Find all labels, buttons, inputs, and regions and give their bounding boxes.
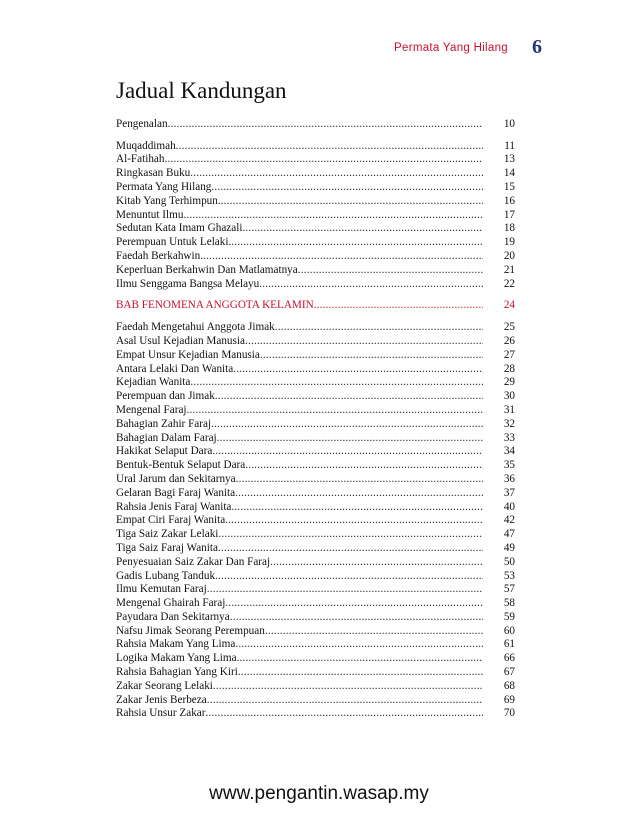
toc-entry-page: 10 (503, 117, 515, 130)
toc-entry-page: 57 (503, 583, 515, 596)
running-header (394, 34, 542, 57)
toc-entry[interactable] (116, 569, 515, 583)
toc-entry-title: Ural Jarum dan Sekitarnya (116, 472, 236, 485)
toc-entry[interactable] (116, 277, 515, 291)
toc-entry-title: Ringkasan Buku (116, 167, 191, 180)
dot-leader (237, 652, 483, 665)
page-title: Jadual Kandungan (116, 78, 287, 103)
toc-entry[interactable] (116, 583, 515, 597)
dot-leader (212, 445, 483, 458)
toc-entry-page: 69 (503, 693, 515, 706)
toc-entry-title: Menuntut Ilmu (116, 208, 184, 221)
toc-entry[interactable] (116, 180, 515, 194)
book-title: Permata Yang Hilang (394, 42, 508, 54)
toc-entry-page: 11 (504, 139, 515, 152)
toc-entry-page: 32 (503, 417, 515, 430)
toc-entry[interactable] (116, 417, 515, 431)
toc-entry-page: 31 (503, 403, 515, 416)
toc-entry-page: 53 (503, 569, 515, 582)
toc-entry-title: Empat Ciri Faraj Wanita (116, 514, 226, 527)
toc-entry-title: Bahagian Dalam Faraj (116, 431, 217, 444)
toc-entry-page: 27 (503, 348, 515, 361)
toc-entry-title: Kejadian Wanita (116, 376, 191, 389)
table-of-contents (116, 117, 515, 720)
toc-entry[interactable] (116, 348, 515, 362)
toc-entry-page: 50 (503, 555, 515, 568)
toc-entry-title: Mengenal Faraj (116, 403, 187, 416)
dot-leader (275, 321, 483, 334)
toc-entry-title: Muqaddimah (116, 139, 176, 152)
toc-entry[interactable] (116, 458, 515, 472)
toc-entry-page: 58 (503, 597, 515, 610)
toc-entry[interactable] (116, 166, 515, 180)
toc-entry[interactable] (116, 389, 515, 403)
dot-leader (270, 556, 483, 569)
toc-entry[interactable] (116, 235, 515, 249)
dot-leader (236, 473, 483, 486)
page-number: 6 (532, 36, 542, 58)
dot-leader (190, 167, 483, 180)
toc-entry-title: Kitab Yang Terhimpun. (116, 194, 221, 207)
dot-leader (187, 404, 483, 417)
toc-entry-page: 33 (503, 431, 515, 444)
toc-entry[interactable] (116, 249, 515, 263)
toc-entry[interactable] (116, 527, 515, 541)
toc-entry[interactable] (116, 707, 515, 721)
toc-entry[interactable] (116, 486, 515, 500)
toc-entry-title: Empat Unsur Kejadian Manusia (116, 348, 260, 361)
toc-entry-page: 68 (503, 679, 515, 692)
toc-entry-title: Nafsu Jimak Seorang Perempuan (116, 624, 265, 637)
toc-entry[interactable] (116, 693, 515, 707)
toc-entry-title: Al-Fatihah (116, 153, 165, 166)
toc-entry-page: 13 (503, 153, 515, 166)
dot-leader (207, 583, 483, 596)
toc-entry-title: Mengenal Ghairah Faraj (116, 597, 226, 610)
toc-entry-title: Faedah Mengetahui Anggota Jimak (116, 321, 275, 334)
group-spacer (116, 291, 515, 299)
dot-leader (183, 209, 483, 222)
dot-leader (221, 195, 483, 208)
toc-entry-title: Rahsia Unsur Zakar (116, 707, 206, 720)
toc-entry[interactable] (116, 679, 515, 693)
toc-entry-title: Gelaran Bagi Faraj Wanita (116, 486, 236, 499)
toc-entry[interactable] (116, 362, 515, 376)
toc-entry[interactable] (116, 117, 515, 131)
toc-entry-title: Bahagian Zahir Faraj (116, 417, 212, 430)
toc-entry-title: Perempuan dan Jimak (116, 390, 215, 403)
dot-leader (176, 140, 483, 153)
toc-entry[interactable] (116, 263, 515, 277)
toc-entry[interactable] (116, 403, 515, 417)
toc-entry-page: 17 (503, 208, 515, 221)
toc-entry-page: 18 (503, 222, 515, 235)
dot-leader (235, 487, 483, 500)
toc-entry-page: 70 (503, 707, 515, 720)
toc-entry-page: 37 (503, 486, 515, 499)
toc-entry-title: Ilmu Senggama Bangsa Melayu (116, 277, 260, 290)
dot-leader (230, 611, 483, 624)
toc-entry-page: 21 (503, 263, 515, 276)
toc-entry[interactable] (116, 472, 515, 486)
dot-leader (211, 418, 483, 431)
toc-entry-page: 60 (503, 624, 515, 637)
toc-entry-title: Perempuan Untuk Lelaki. (116, 236, 232, 249)
toc-entry-page: 49 (503, 541, 515, 554)
dot-leader (233, 363, 483, 376)
toc-entry[interactable] (116, 665, 515, 679)
toc-entry-title: Zakar Seorang Lelaki (116, 679, 213, 692)
toc-entry[interactable] (116, 610, 515, 624)
toc-entry[interactable] (116, 541, 515, 555)
toc-entry-page: 47 (503, 528, 515, 541)
dot-leader (245, 459, 483, 472)
toc-entry-title: Antara Lelaki Dan Wanita (116, 362, 234, 375)
toc-entry[interactable] (116, 334, 515, 348)
dot-leader (231, 236, 483, 249)
dot-leader (207, 694, 483, 707)
toc-entry[interactable] (116, 500, 515, 514)
toc-entry-title: Tiga Saiz Zakar Lelaki (116, 528, 219, 541)
toc-entry-title: BAB FENOMENA ANGGOTA KELAMIN (116, 299, 314, 312)
toc-entry-page: 40 (503, 500, 515, 513)
dot-leader (215, 390, 483, 403)
toc-entry[interactable] (116, 555, 515, 569)
dot-leader (205, 707, 483, 720)
toc-entry-title: Rahsia Jenis Faraj Wanita (116, 500, 232, 513)
toc-entry[interactable] (116, 320, 515, 334)
toc-entry[interactable] (116, 624, 515, 638)
toc-entry-title: Ilmu Kemutan Faraj (116, 583, 207, 596)
toc-entry-page: 20 (503, 249, 515, 262)
dot-leader (265, 625, 483, 638)
dot-leader (298, 264, 483, 277)
toc-entry[interactable] (116, 376, 515, 390)
toc-entry-title: Zakar Jenis Berbeza (116, 693, 207, 706)
dot-leader (225, 597, 483, 610)
toc-entry-title: Rahsia Makam Yang Lima (116, 638, 236, 651)
toc-entry-title: Asal Usul Kejadian Manusia (116, 334, 245, 347)
toc-entry[interactable] (116, 651, 515, 665)
dot-leader (242, 222, 483, 235)
toc-chapter-heading[interactable] (116, 299, 515, 313)
dot-leader (314, 299, 483, 312)
toc-entry-title: Payudara Dan Sekitarnya (116, 610, 230, 623)
toc-entry[interactable] (116, 431, 515, 445)
group-spacer (116, 131, 515, 139)
toc-entry-title: Bentuk-Bentuk Selaput Dara (116, 459, 246, 472)
toc-entry-title: Keperluan Berkahwin Dan Matlamatnya (116, 263, 298, 276)
toc-entry-title: Hakikat Selaput Dara (116, 445, 213, 458)
toc-entry-title: Sedutan Kata Imam Ghazali (116, 222, 243, 235)
toc-entry-page: 30 (503, 390, 515, 403)
toc-entry-title: Permata Yang Hilang (116, 180, 212, 193)
dot-leader (235, 638, 483, 651)
toc-entry-title: Pengenalan (116, 117, 168, 130)
dot-leader (164, 153, 483, 166)
toc-entry-page: 28 (503, 362, 515, 375)
group-spacer (116, 312, 515, 320)
toc-entry-title: Tiga Saiz Faraj Wanita (116, 541, 218, 554)
dot-leader (203, 250, 483, 263)
toc-entry-page: 25 (503, 321, 515, 334)
dot-leader (245, 335, 483, 348)
dot-leader (218, 542, 483, 555)
toc-entry-title: Logika Makam Yang Lima (116, 652, 237, 665)
dot-leader (211, 181, 483, 194)
toc-entry-page: 35 (503, 459, 515, 472)
toc-entry-page: 19 (503, 236, 515, 249)
toc-entry[interactable] (116, 222, 515, 236)
toc-entry-page: 22 (503, 277, 515, 290)
toc-entry[interactable] (116, 638, 515, 652)
toc-entry[interactable] (116, 139, 515, 153)
dot-leader (215, 570, 483, 583)
toc-entry-page: 34 (503, 445, 515, 458)
toc-entry[interactable] (116, 208, 515, 222)
toc-entry-page: 15 (503, 180, 515, 193)
toc-entry-page: 66 (503, 652, 515, 665)
dot-leader (213, 680, 483, 693)
toc-entry-page: 67 (503, 666, 515, 679)
toc-entry-page: 29 (503, 376, 515, 389)
toc-entry-page: 42 (503, 514, 515, 527)
toc-entry[interactable] (116, 194, 515, 208)
dot-leader (259, 278, 483, 291)
dot-leader (190, 376, 483, 389)
dot-leader (217, 432, 483, 445)
toc-entry-page: 36 (503, 472, 515, 485)
dot-leader (225, 514, 483, 527)
dot-leader (231, 501, 483, 514)
toc-entry-page: 26 (503, 334, 515, 347)
dot-leader (260, 349, 483, 362)
toc-entry[interactable] (116, 153, 515, 167)
dot-leader (168, 118, 483, 131)
toc-entry[interactable] (116, 514, 515, 528)
toc-entry[interactable] (116, 596, 515, 610)
toc-entry-page: 59 (503, 610, 515, 623)
footer-url[interactable]: www.pengantin.wasap.my (209, 783, 429, 804)
toc-entry-page: 24 (503, 299, 515, 312)
toc-entry-page: 16 (503, 194, 515, 207)
dot-leader (238, 666, 483, 679)
toc-entry[interactable] (116, 445, 515, 459)
toc-entry-title: Gadis Lubang Tanduk (116, 569, 216, 582)
toc-entry-page: 61 (503, 638, 515, 651)
dot-leader (218, 528, 483, 541)
toc-entry-title: Penyesuaian Saiz Zakar Dan Faraj (116, 555, 271, 568)
toc-entry-title: Faedah Berkahwin. (116, 249, 203, 262)
toc-entry-title: Rahsia Bahagian Yang Kiri (116, 666, 238, 679)
toc-entry-page: 14 (503, 167, 515, 180)
